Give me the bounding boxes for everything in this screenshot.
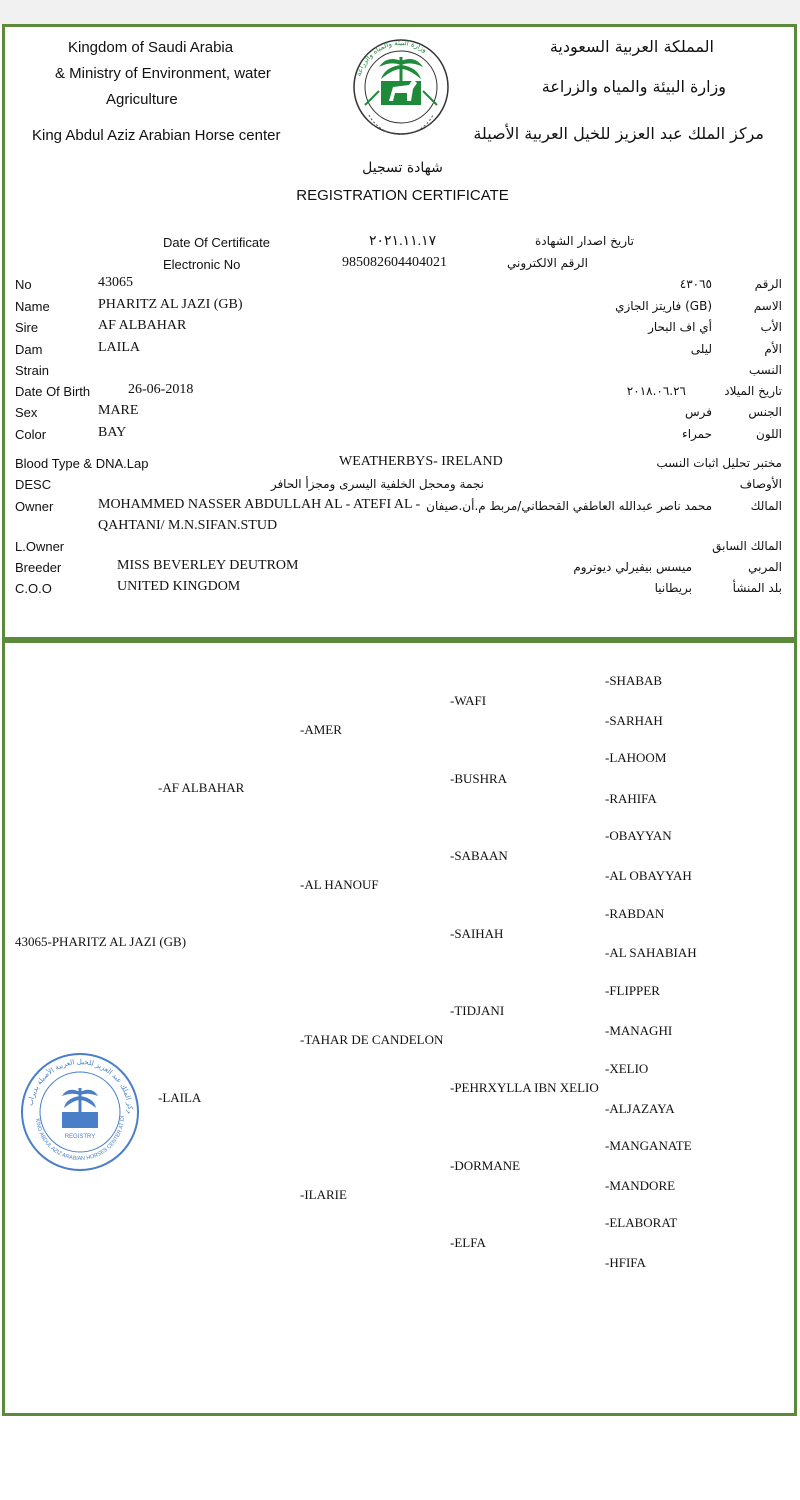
pedigree-gen4-item: -MANGANATE [605,1138,692,1153]
coo-value: UNITED KINGDOM [117,579,241,594]
field-label-ar: اللون [756,427,782,441]
electronic-no-value: 985082604404021 [342,255,447,270]
pedigree-gen4-item: -MANAGHI [605,1023,673,1038]
field-value-ar: حمراء [682,427,712,441]
field-value-ar: ليلى [690,342,712,356]
pedigree-gen4-item: -RABDAN [605,906,665,921]
stamp-ring-text-ar: ركز الملك عبد العزيز للخيل العربية الأصيلة بديراب [26,1057,135,1114]
emblem-ring-text: وزارة البيئة والمياه والزراعة [354,38,429,78]
pedigree-gen4-item: -HFIFA [605,1255,646,1270]
stamp-palm-icon [62,1088,98,1112]
pedigree-gen4-item: -SARHAH [605,713,663,728]
header-ar-line3: مركز الملك عبد العزيز للخيل العربية الأصيلة [473,124,764,143]
header-ar-line2: وزارة البيئة والمياه والزراعة [541,77,726,96]
field-label: Sex [15,405,38,420]
pedigree-gen4-item: -AL OBAYYAH [605,868,692,883]
desc-value-ar: نجمة ومحجل الخلفية اليسرى ومجزأ الحافر [270,477,484,491]
date-of-certificate-value: ٢٠٢١.١١.١٧ [369,234,437,249]
electronic-no-label: Electronic No [163,257,241,272]
pedigree-gen4-item: -AL SAHABIAH [605,945,697,960]
field-value: LAILA [98,340,140,355]
header-en-line2: & Ministry of Environment, water [55,65,271,82]
top-bar [0,0,800,24]
pedigree-gen4-item: -MANDORE [605,1178,676,1193]
field-label-ar: النسب [748,363,782,377]
field-label-ar: تاريخ الميلاد [724,384,782,398]
pedigree-gen4-item: -RAHIFA [605,791,657,806]
field-value-ar: (GB) فاريتز الجازي [615,299,712,313]
field-label: Sire [15,320,39,335]
registry-stamp [18,1050,142,1174]
owner-label: Owner [15,499,54,514]
blood-type-value: WEATHERBYS- IRELAND [339,454,503,469]
pedigree-gen3-item: -TIDJANI [450,1003,505,1018]
breeder-value-ar: ميسس بيفيرلي ديوتروم [573,560,692,574]
breeder-label-ar: المربي [748,560,782,574]
field-label: No [15,277,32,292]
pedigree-gen3-item: -SABAAN [450,848,508,863]
pedigree-gen3-item: -ELFA [450,1235,486,1250]
breeder-label: Breeder [15,560,62,575]
pedigree-gen4-item: -FLIPPER [605,983,660,998]
stamp-ring-text-en: KING ABDUL AZIZ ARABIAN HORSES CENTER AT DI [34,1115,127,1163]
field-label: Dam [15,342,43,357]
field-value: PHARITZ AL JAZI (GB) [98,297,243,312]
field-value: 26-06-2018 [128,382,194,397]
svg-text:مركز الملك عبد العزيز للخيل ال [18,1050,134,1114]
field-label: Color [15,427,47,442]
field-label-ar: الجنس [748,405,782,419]
pedigree-card [2,640,797,1416]
pedigree-gen4-item: -OBAYYAN [605,828,672,843]
owner-value-ar: محمد ناصر عبدالله العاطفي القحطاني/مربط م.أن.صيفان [426,499,712,513]
pedigree-gen2-item: -TAHAR DE CANDELON [300,1032,444,1047]
date-of-certificate-label-ar: تاريخ اصدار الشهادة [535,234,634,248]
header-ar-line1: المملكة العربية السعودية [549,37,714,56]
blood-type-label: Blood Type & DNA.Lap [15,456,149,471]
blood-type-label-ar: مختبر تحليل اثبات النسب [656,456,782,470]
pedigree-gen2-item: -ILARIE [300,1187,347,1202]
header-en-line1: Kingdom of Saudi Arabia [68,39,234,56]
horse-icon [381,79,421,105]
field-value: 43065 [98,275,133,290]
lowner-label-ar: المالك السابق [712,539,782,553]
field-label-ar: الأم [764,342,782,356]
header-en-line4: King Abdul Aziz Arabian Horse center [32,127,281,144]
field-label: Name [15,299,50,314]
pedigree-gen4-item: -SHABAB [605,673,663,688]
field-value: BAY [98,425,127,440]
owner-value-line2: QAHTANI/ M.N.SIFAN.STUD [98,518,278,533]
registration-card [2,24,797,640]
palm-icon [379,57,423,81]
title-ar: شهادة تسجيل [362,160,443,176]
pedigree-gen4-item: -ALJAZAYA [605,1101,675,1116]
desc-label-ar: الأوصاف [739,477,782,491]
lowner-label: L.Owner [15,539,65,554]
field-value-ar: ٢٠١٨.٠٦.٢٦ [626,384,686,398]
pedigree-gen3-item: -WAFI [450,693,487,708]
field-label-ar: الأب [760,320,782,334]
date-of-certificate-label: Date Of Certificate [163,235,270,250]
pedigree-subject: 43065-PHARITZ AL JAZI (GB) [15,934,187,949]
electronic-no-label-ar: الرقم الالكتروني [507,256,588,270]
coo-label: C.O.O [15,581,52,596]
pedigree-gen1-item: -LAILA [158,1090,202,1105]
pedigree-gen3-item: -SAIHAH [450,926,504,941]
coo-value-ar: بريطانيا [654,581,692,595]
field-label: Date Of Birth [15,384,91,399]
field-label-ar: الاسم [753,299,782,313]
ministry-emblem [349,35,453,153]
pedigree-gen3-item: -BUSHRA [450,771,508,786]
pedigree-gen3-item: -PEHRXYLLA IBN XELIO [450,1080,599,1095]
pedigree-gen4-item: -LAHOOM [605,750,667,765]
field-value-ar: ٤٣٠٦٥ [679,277,712,291]
pedigree-gen1-item: -AF ALBAHAR [158,780,245,795]
field-value-ar: أي اف البحار [648,320,712,334]
coo-label-ar: بلد المنشأ [732,581,782,595]
title-en: REGISTRATION CERTIFICATE [296,187,509,204]
pedigree-gen2-item: -AL HANOUF [300,877,379,892]
owner-label-ar: المالك [750,499,782,513]
stamp-center-text: REGISTRY [64,1134,96,1140]
field-label: Strain [15,363,49,378]
field-label-ar: الرقم [754,277,782,291]
pedigree-gen4-item: -ELABORAT [605,1215,678,1230]
pedigree-gen4-item: -XELIO [605,1061,649,1076]
header-en-line3: Agriculture [106,91,178,108]
pedigree-gen3-item: -DORMANE [450,1158,521,1173]
desc-label: DESC [15,477,52,492]
field-value: AF ALBAHAR [98,318,187,333]
field-value: MARE [98,403,139,418]
owner-value-line1: MOHAMMED NASSER ABDULLAH AL - ATEFI AL - [98,497,421,512]
breeder-value: MISS BEVERLEY DEUTROM [117,558,299,573]
pedigree-gen2-item: -AMER [300,722,342,737]
field-value-ar: فرس [684,405,712,419]
